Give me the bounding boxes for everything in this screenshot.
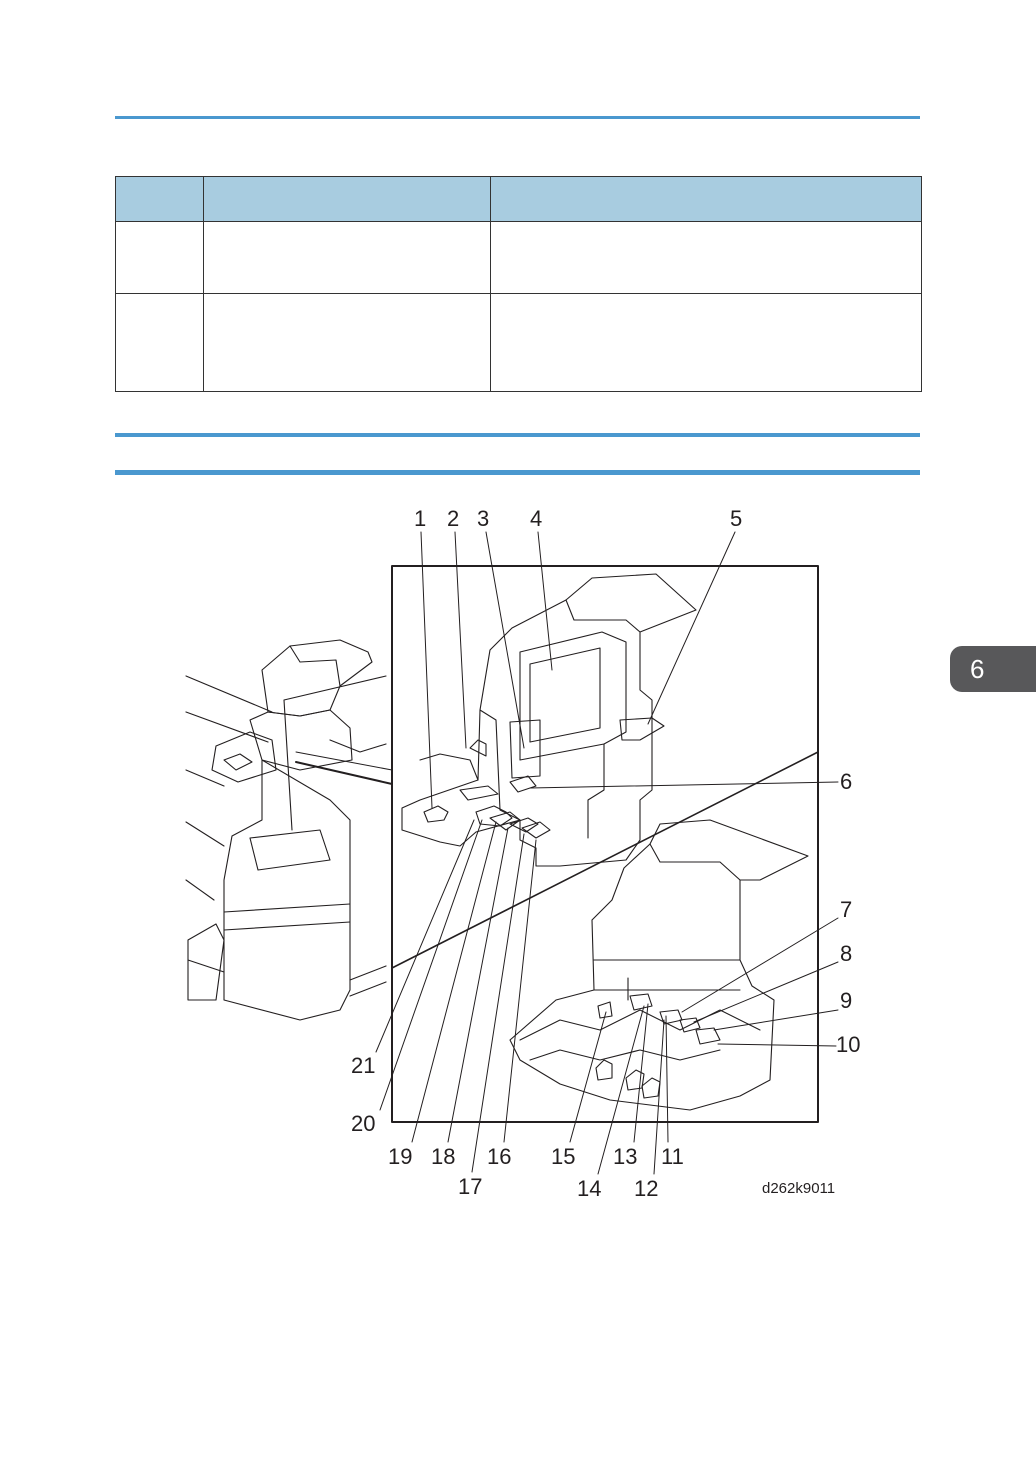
lower-unit: [510, 820, 808, 1110]
leader-lines: [376, 532, 838, 1174]
callout-labels: [351, 506, 860, 1201]
callout-7: 7: [840, 897, 853, 922]
callout-1: 1: [414, 506, 427, 531]
callout-10: 10: [836, 1032, 861, 1057]
callout-17: 17: [458, 1174, 483, 1199]
divider-line: [392, 752, 818, 968]
callout-5: 5: [730, 506, 743, 531]
upper-unit: [402, 574, 696, 866]
callout-13: 13: [613, 1144, 638, 1169]
callout-11: 11: [661, 1144, 684, 1169]
callout-19: 19: [388, 1144, 413, 1169]
callout-21: 21: [351, 1053, 376, 1078]
overview-machine: [186, 640, 392, 1020]
callout-16: 16: [487, 1144, 512, 1169]
callout-8: 8: [840, 941, 853, 966]
callout-2: 2: [447, 506, 460, 531]
callout-20: 20: [351, 1111, 376, 1136]
figure-code: d262k9011: [762, 1180, 836, 1197]
detail-frame: [392, 566, 818, 1122]
callout-3: 3: [477, 506, 490, 531]
chapter-tab[interactable]: 6: [950, 646, 1036, 692]
callout-14: 14: [577, 1176, 602, 1201]
callout-18: 18: [431, 1144, 456, 1169]
callout-6: 6: [840, 769, 853, 794]
callout-15: 15: [551, 1144, 576, 1169]
callout-4: 4: [530, 506, 543, 531]
callout-9: 9: [840, 988, 853, 1013]
callout-12: 12: [634, 1176, 659, 1201]
